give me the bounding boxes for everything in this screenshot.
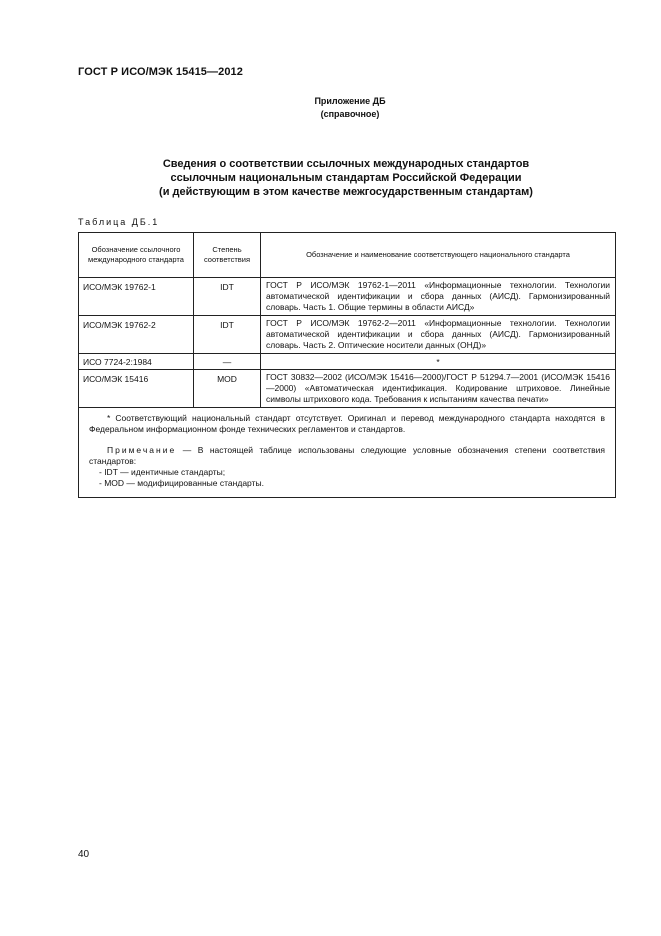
section-title: [78, 157, 614, 199]
table-row: [79, 370, 616, 408]
table-row: [79, 316, 616, 354]
cell-reference-standard: ИСО/МЭК 19762-2: [79, 316, 194, 354]
document-header-code: ГОСТ Р ИСО/МЭК 15415—2012: [78, 66, 243, 78]
note-label: Примечание: [107, 445, 177, 455]
appendix-type: (справочное): [320, 109, 380, 119]
cell-reference-standard: ИСО/МЭК 15416: [79, 370, 194, 408]
cell-degree: MOD: [194, 370, 261, 408]
cell-national-standard: ГОСТ 30832—2002 (ИСО/МЭК 15416—2000)/ГОСТ Р 51294.7—2001 (ИСО/МЭК 15416—2000) «Автоматическая идентификация. Кодирование штриховое. Линейные символы штрихового кода. Требования к испытаниям качества печати»: [261, 370, 616, 408]
note-item: - IDT — идентичные стандарты;: [99, 467, 226, 477]
header-degree: Степень соответствия: [194, 233, 261, 278]
note: [89, 445, 605, 467]
cell-degree: IDT: [194, 278, 261, 316]
header-national-standard: Обозначение и наименование соответствующего национального стандарта: [261, 233, 616, 278]
section-title-line: ссылочным национальным стандартам Российской Федерации: [170, 172, 522, 184]
note-item: - MOD — модифицированные стандарты.: [99, 478, 264, 488]
appendix-heading: [300, 95, 400, 121]
table-row: [79, 354, 616, 370]
page-number: 40: [78, 849, 90, 860]
section-title-line: Сведения о соответствии ссылочных международных стандартов: [162, 158, 530, 170]
cell-national-standard: ГОСТ Р ИСО/МЭК 19762-1—2011 «Информационные технологии. Технологии автоматической идентификации и сбора данных (АИСД). Гармонизированный словарь. Часть 1. Общие термины в области АИСД»: [261, 278, 616, 316]
cell-degree: IDT: [194, 316, 261, 354]
appendix-title: Приложение ДБ: [314, 96, 386, 106]
cell-degree: —: [194, 354, 261, 370]
table-header-row: [79, 233, 616, 278]
cell-national-standard: *: [261, 354, 616, 370]
note-text: — В настоящей таблице использованы следующие условные обозначения степени соответствия стандартов:: [89, 445, 605, 466]
table-footer: [79, 408, 616, 498]
header-reference-standard: Обозначение ссылочного международного стандарта: [79, 233, 194, 278]
cell-reference-standard: ИСО/МЭК 19762-1: [79, 278, 194, 316]
table-label: Таблица ДБ.1: [78, 217, 160, 227]
correspondence-table: [78, 232, 616, 498]
footnote: * Соответствующий национальный стандарт отсутствует. Оригинал и перевод международного стандарта находятся в Федеральном информационном фонде технических регламентов и стандартов.: [89, 413, 605, 434]
cell-national-standard: ГОСТ Р ИСО/МЭК 19762-2—2011 «Информационные технологии. Технологии автоматической идентификации и сбора данных (АИСД). Гармонизированный словарь. Часть 2. Оптические носители данных (ОНД)»: [261, 316, 616, 354]
section-title-line: (и действующим в этом качестве межгосударственным стандартам): [159, 186, 533, 198]
table-footer-row: [79, 408, 616, 498]
table-row: [79, 278, 616, 316]
cell-reference-standard: ИСО 7724-2:1984: [79, 354, 194, 370]
